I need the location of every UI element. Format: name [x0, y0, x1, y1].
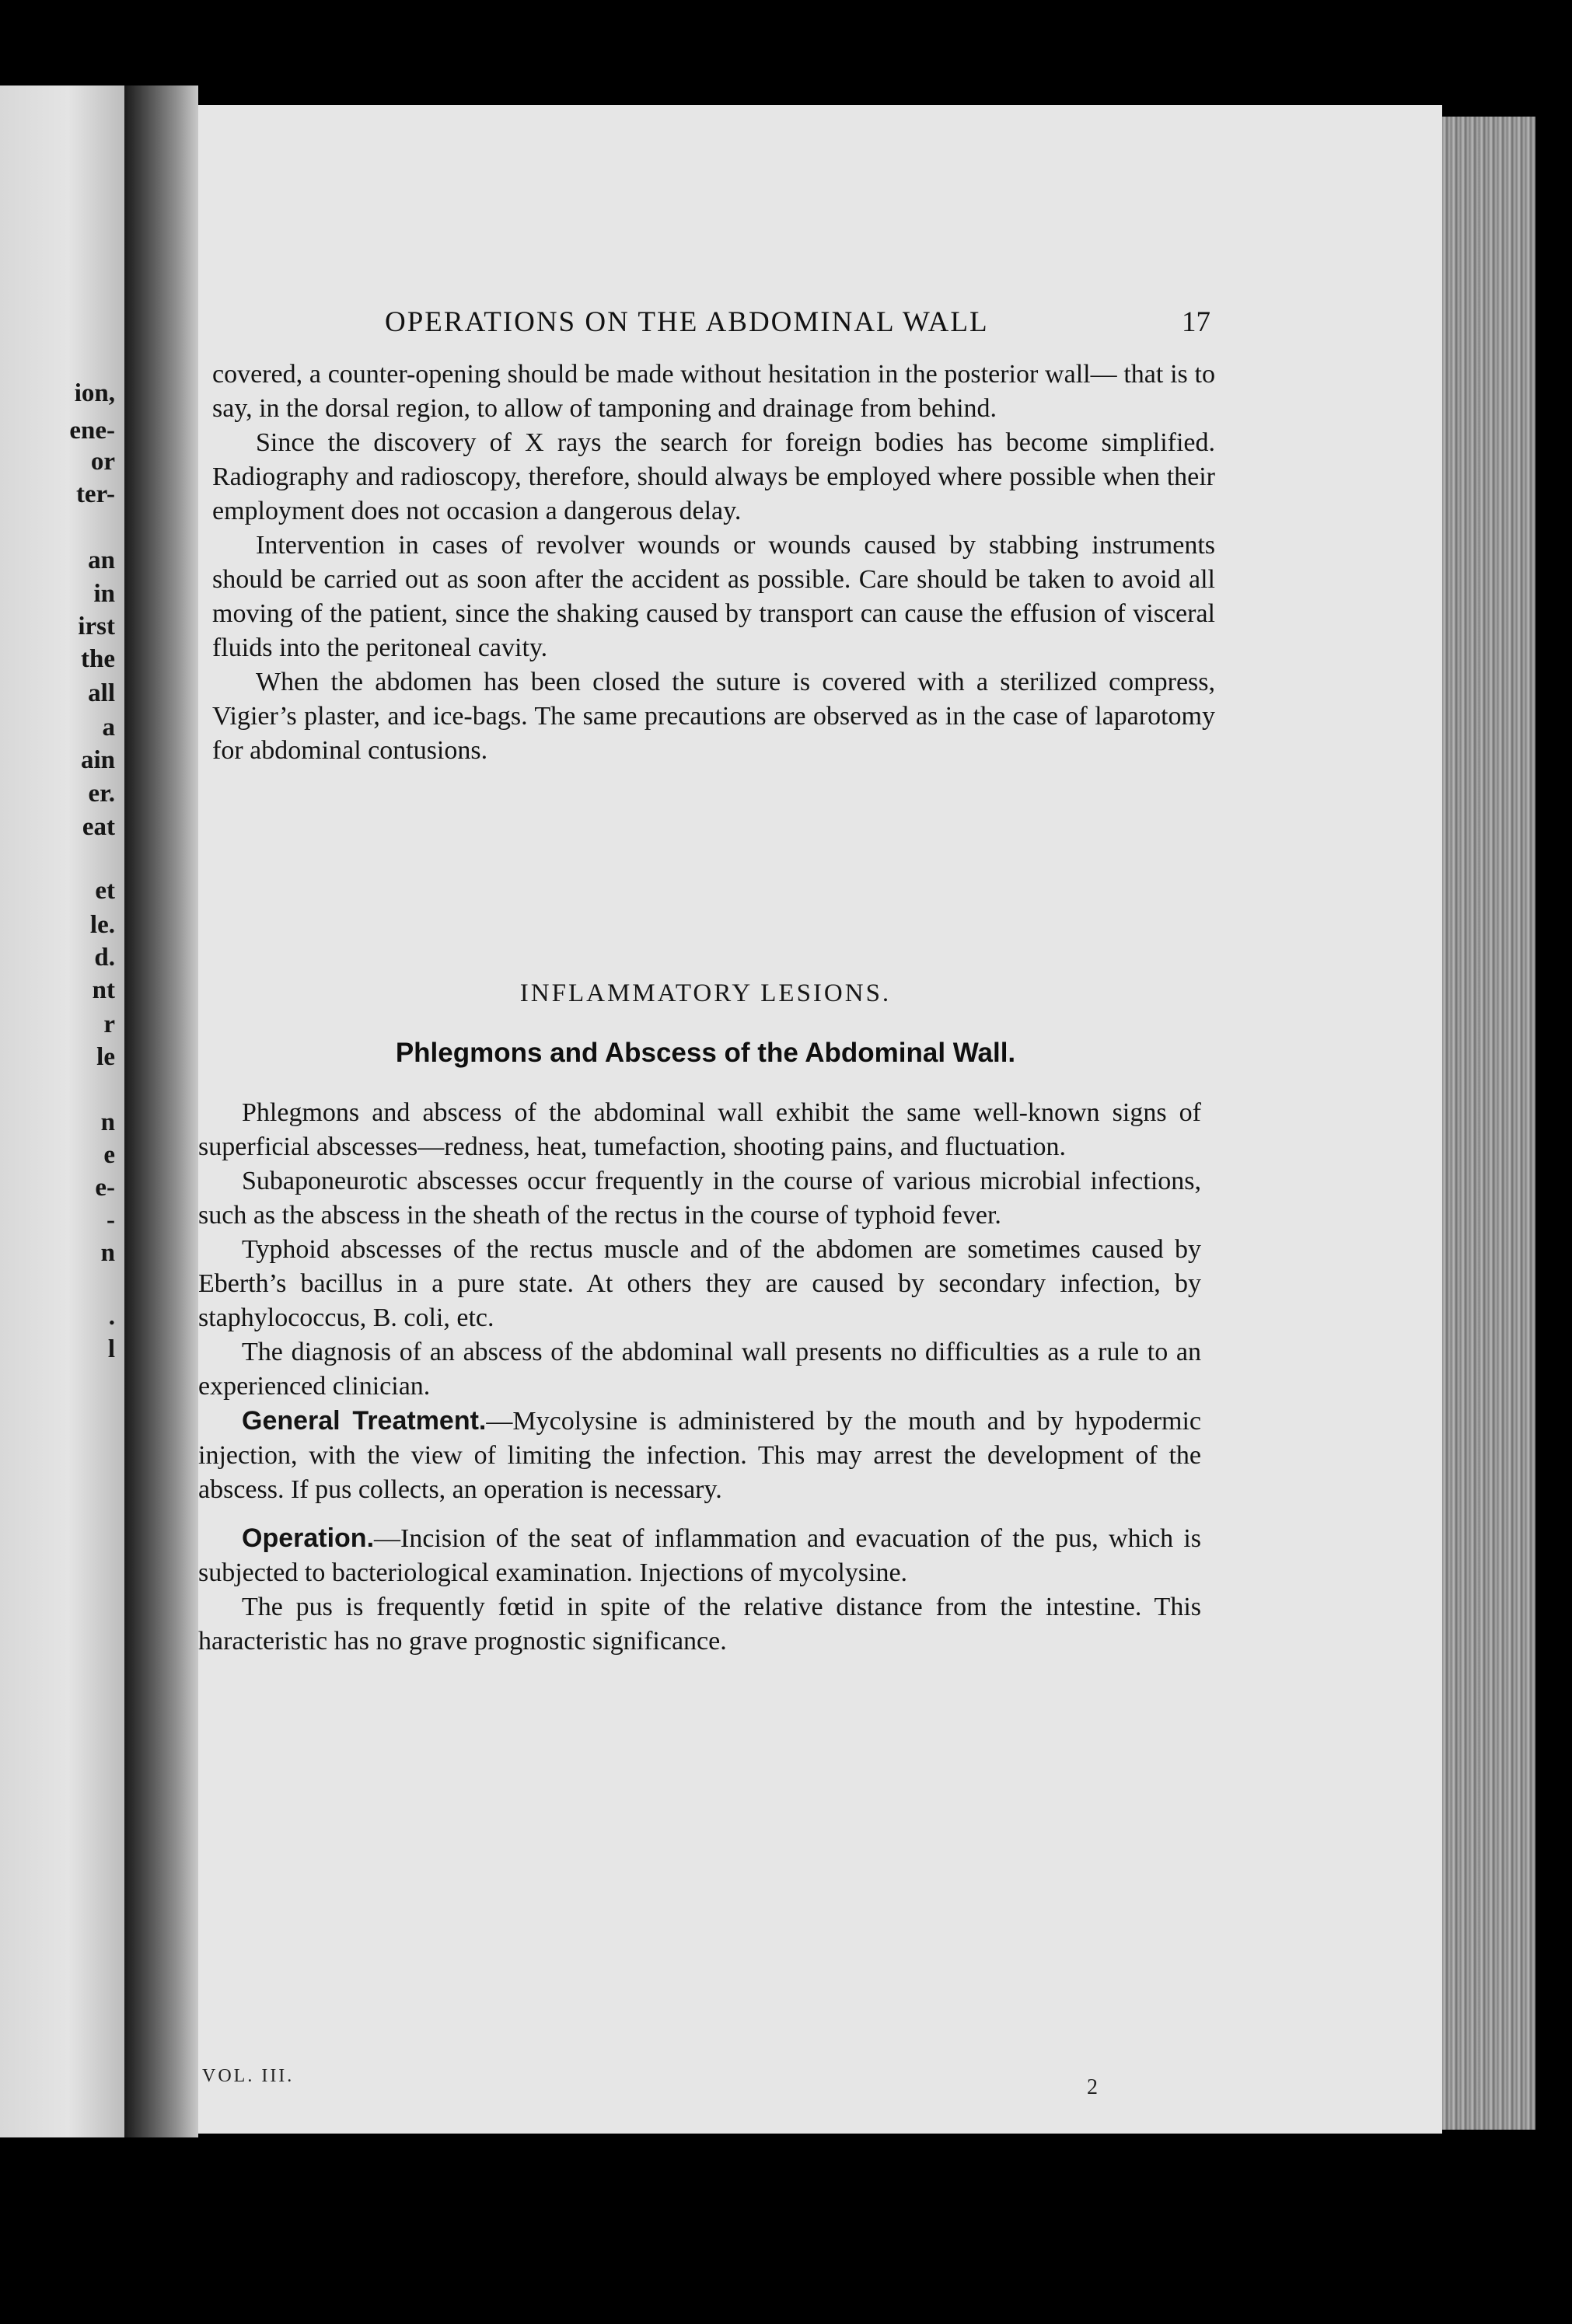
- page-edges-right: [1442, 117, 1535, 2130]
- closing-paragraph: The pus is frequently fœtid in spite of the relative distance from the intestine. This haracteristic has no grave prognostic significance.: [198, 1593, 1201, 1656]
- paragraph: Subaponeurotic abscesses occur frequently in the course of various microbial infections, such as the abscess in the sheath of the rectus in the course of typhoid fever.: [198, 1167, 1201, 1230]
- facing-page-fragment: in: [93, 580, 115, 608]
- footer-volume: VOL. III.: [202, 2066, 295, 2086]
- page-number: 17: [1182, 306, 1210, 338]
- facing-page-fragment: a: [102, 714, 115, 742]
- operation-text: —Incision of the seat of inflammation and evacuation of the pus, which is subjected to bacteriological examination. Injections of mycolysine.: [198, 1524, 1201, 1587]
- facing-page-fragment: er.: [88, 780, 115, 808]
- footer-signature: 2: [1087, 2075, 1098, 2099]
- facing-page-fragment: an: [88, 546, 115, 574]
- facing-page-fragment: nt: [92, 976, 115, 1004]
- book-gutter: [124, 85, 198, 2137]
- section-title: Phlegmons and Abscess of the Abdominal Wall.: [395, 1038, 1016, 1068]
- facing-page-fragment: n: [100, 1108, 115, 1136]
- facing-page-fragment: et: [95, 877, 115, 905]
- facing-page-fragment: e: [103, 1141, 115, 1169]
- facing-page-fragment: irst: [78, 612, 115, 640]
- text-block-top: [212, 358, 1215, 768]
- facing-page-fragment: .: [108, 1303, 115, 1331]
- facing-page-left: [0, 85, 124, 2137]
- paragraph: Phlegmons and abscess of the abdominal wall exhibit the same well-known signs of superficial abscesses—redness, heat, tumefaction, shooting pains, and fluctuation.: [198, 1098, 1201, 1161]
- section-label: INFLAMMATORY LESIONS.: [519, 979, 892, 1007]
- facing-page-fragment: eat: [82, 813, 115, 841]
- facing-page-fragment: ain: [80, 746, 115, 774]
- facing-page-fragment: r: [103, 1010, 115, 1038]
- facing-page-fragment: d.: [94, 944, 115, 972]
- paragraph: Typhoid abscesses of the rectus muscle and of the abdomen are sometimes caused by Eberth’s bacillus in a pure state. At others they are caused by secondary infection, by staphylococcus, B. coli, etc.: [198, 1235, 1201, 1332]
- general-treatment-paragraph: [198, 1404, 1201, 1507]
- facing-page-fragment: l: [107, 1335, 115, 1363]
- facing-page-fragment: all: [88, 679, 115, 707]
- paragraph: The diagnosis of an abscess of the abdominal wall presents no difficulties as a rule to an experienced clinician.: [198, 1338, 1201, 1401]
- facing-page-fragment: le: [96, 1043, 115, 1071]
- general-treatment-text: —Mycolysine is administered by the mouth and by hypodermic injection, with the view of limiting the infection. This may arrest the development of the abscess. If pus collects, an operation is necessary.: [198, 1407, 1201, 1504]
- facing-page-fragment: ion,: [74, 379, 115, 407]
- paragraph: Since the discovery of X rays the search for foreign bodies has become simplified. Radiography and radioscopy, therefore, should always be employed where possible when their employment does not occasion a dangerous delay.: [212, 428, 1215, 525]
- operation-heading: Operation.: [242, 1523, 375, 1553]
- book-page: [198, 105, 1442, 2134]
- facing-page-fragment: the: [81, 645, 115, 673]
- facing-page-fragment: -: [107, 1206, 115, 1234]
- facing-page-fragment: or: [90, 448, 115, 476]
- paragraph: When the abdomen has been closed the suture is covered with a sterilized compress, Vigier’s plaster, and ice-bags. The same precautions are observed as in the case of laparotomy for abdominal contusions.: [212, 668, 1215, 765]
- facing-page-fragment: le.: [89, 911, 115, 939]
- facing-page-fragment: ter-: [75, 480, 115, 508]
- paragraph: covered, a counter-opening should be made without hesitation in the posterior wall— that is to say, in the dorsal region, to allow of tamponing and drainage from behind.: [212, 360, 1215, 423]
- operation-paragraph: [198, 1521, 1201, 1590]
- running-head-title: OPERATIONS ON THE ABDOMINAL WALL: [385, 306, 989, 338]
- paragraph: Intervention in cases of revolver wounds or wounds caused by stabbing instruments should be carried out as soon after the accident as possible. Care should be taken to avoid all moving of the patient, since the shaking caused by transport can cause the effusion of visceral fluids into the peritoneal cavity.: [212, 531, 1215, 662]
- general-treatment-heading: General Treatment.: [242, 1406, 487, 1436]
- facing-page-fragment: e-: [95, 1174, 115, 1202]
- facing-page-fragment: ene-: [69, 417, 115, 445]
- text-block-bottom: [198, 1096, 1201, 1659]
- facing-page-fragment: n: [100, 1239, 115, 1267]
